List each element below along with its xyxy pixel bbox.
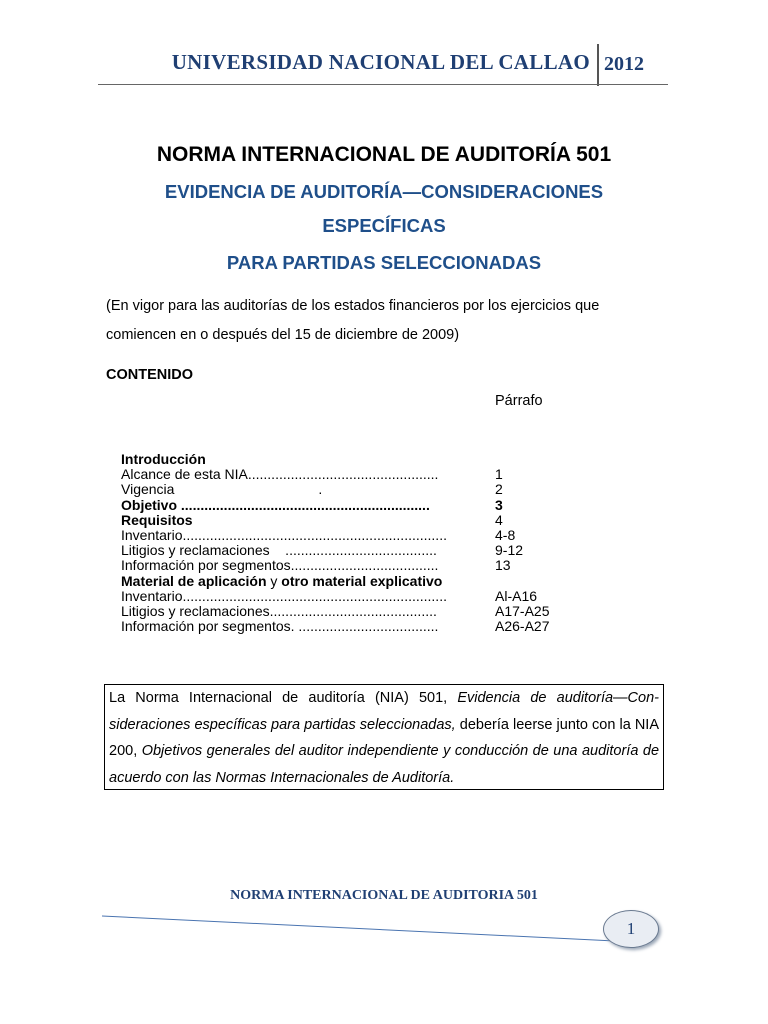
- toc-row: [121, 513, 581, 528]
- document-subtitle-line1: EVIDENCIA DE AUDITORÍA—CONSIDERACIONES: [164, 181, 604, 202]
- toc-value: 13: [495, 557, 511, 574]
- toc-label-part: y: [266, 573, 282, 589]
- toc-row: [121, 498, 581, 513]
- toc-value: 4: [495, 511, 503, 528]
- toc-label: Inventario....................................................................: [121, 527, 447, 543]
- toc-row: [121, 619, 581, 634]
- toc-label: Vigencia .: [121, 482, 323, 498]
- paragraph-column-label: Párrafo: [495, 393, 543, 409]
- toc-label: Litigios y reclamaciones...........................................: [121, 603, 437, 619]
- toc-row: [121, 482, 581, 497]
- toc-row: [121, 467, 581, 482]
- note-italic-title: Objetivos generales del auditor independiente y conducción de una auditoría de acuerdo con las Normas Internacionales de Auditoría.: [109, 743, 660, 786]
- document-title: NORMA INTERNACIONAL DE AUDITORÍA 501: [156, 143, 612, 166]
- header-university: UNIVERSIDAD NACIONAL DEL CALLAO: [171, 50, 590, 74]
- toc-label: Objetivo ................................................................: [121, 497, 430, 513]
- table-of-contents: [121, 452, 581, 634]
- toc-value: 9-12: [495, 542, 524, 559]
- contents-heading: CONTENIDO: [106, 367, 193, 383]
- reading-note-box: [104, 684, 664, 790]
- toc-row: [121, 589, 581, 604]
- toc-row: [121, 543, 581, 558]
- toc-label: Información por segmentos. ....................................: [121, 619, 439, 635]
- toc-value: A17-A25: [495, 602, 550, 619]
- toc-label: Litigios y reclamaciones .......................................: [121, 543, 437, 559]
- toc-label: Información por segmentos......................................: [121, 558, 439, 574]
- toc-label: Inventario....................................................................: [121, 588, 447, 604]
- toc-value: 3: [495, 496, 503, 513]
- toc-value: 1: [495, 466, 503, 483]
- header-year: 2012: [604, 53, 644, 75]
- toc-value: 2: [495, 481, 503, 498]
- toc-value: A26-A27: [495, 618, 550, 635]
- document-subtitle-line3: PARA PARTIDAS SELECCIONADAS: [226, 252, 542, 273]
- toc-row: [121, 604, 581, 619]
- footer-title: NORMA INTERNACIONAL DE AUDITORIA 501: [230, 888, 538, 903]
- note-italic-title: Evidencia de auditoría—Con-sideraciones específicas para partidas seleccionadas,: [109, 690, 659, 733]
- effective-date-line2: comiencen en o después del 15 de diciembre de 2009): [106, 327, 460, 343]
- toc-label: Introducción: [121, 452, 206, 467]
- toc-label: Requisitos: [121, 512, 193, 528]
- toc-value: 4-8: [495, 526, 516, 543]
- note-text: debería leerse junto con la NIA 200,: [109, 716, 659, 759]
- toc-label: [121, 574, 495, 589]
- toc-row: [121, 558, 581, 573]
- header-divider: [597, 44, 599, 86]
- page-number-badge: 1: [603, 910, 659, 948]
- toc-value: Al-A16: [495, 587, 538, 604]
- note-text: La Norma Internacional de auditoría (NIA) 501,: [109, 690, 458, 706]
- toc-label-part: otro material explicativo: [281, 573, 443, 589]
- toc-label-part: Material de aplicación: [121, 573, 267, 589]
- toc-value: [495, 574, 575, 589]
- toc-row: [121, 574, 581, 589]
- document-subtitle-line2: ESPECÍFICAS: [322, 215, 446, 236]
- toc-label: Alcance de esta NIA.................................................: [121, 467, 439, 483]
- toc-value: [495, 452, 575, 467]
- toc-row: [121, 528, 581, 543]
- footer-swoosh-line: [100, 910, 620, 950]
- effective-date-note: [106, 292, 686, 350]
- toc-row: [121, 452, 581, 467]
- header-rule: [98, 84, 668, 85]
- effective-date-line1: (En vigor para las auditorías de los estados financieros por los ejercicios que: [106, 298, 600, 314]
